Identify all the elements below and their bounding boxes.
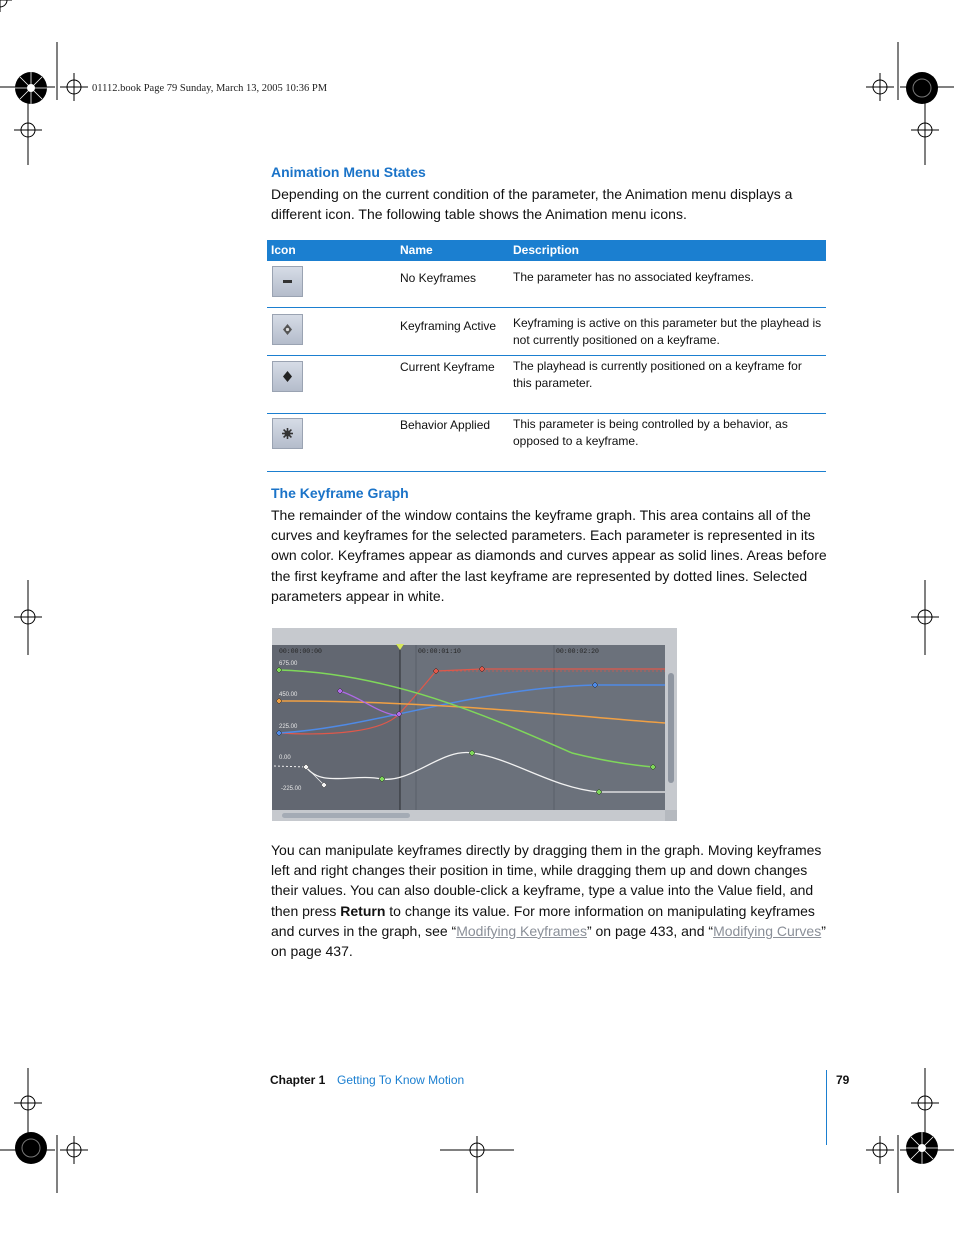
table-row: [267, 308, 826, 356]
keyframe-graph: [272, 628, 677, 821]
section-heading-animation-menu-states: Animation Menu States: [271, 164, 426, 180]
manipulation-paragraph: [271, 840, 827, 961]
column-header-name: Name: [400, 243, 433, 257]
footer-divider: [826, 1070, 827, 1145]
keyframe-graph-screenshot: [272, 628, 677, 821]
value-label: -225.00: [281, 786, 302, 792]
timecode-end: 00:00:02:20: [556, 648, 599, 655]
value-label: 450.00: [279, 692, 298, 698]
keyframing-active-icon: [272, 314, 303, 345]
table-row: [267, 414, 826, 472]
timecode-start: 00:00:00:00: [279, 648, 322, 655]
paragraph-text: You can manipulate keyframes directly by dragging them in the graph. Moving keyframes left and right changes their position in time, while dragging them up and down changes their values. You can also double-click a keyframe, type a value into the Value field, and then press: [271, 842, 822, 919]
row-description: The parameter has no associated keyframes.: [513, 270, 754, 284]
column-header-icon: Icon: [271, 243, 296, 257]
value-label: 675.00: [279, 661, 298, 667]
footer-chapter-title: Getting To Know Motion: [337, 1073, 465, 1087]
modifying-curves-link[interactable]: Modifying Curves: [713, 922, 822, 939]
table-row: [267, 261, 826, 308]
value-label: 0.00: [279, 755, 291, 761]
no-keyframes-icon: [272, 266, 303, 297]
column-header-description: Description: [513, 243, 580, 257]
modifying-keyframes-link[interactable]: Modifying Keyframes: [456, 922, 587, 939]
table-row: [267, 356, 826, 414]
paragraph-text: to change its value. For more information on manipulating keyframes and curves in the graph, see “: [271, 902, 815, 939]
return-key-label: Return: [340, 902, 386, 919]
row-name: Behavior Applied: [400, 418, 491, 432]
page-number: 79: [836, 1073, 850, 1087]
row-name: Keyframing Active: [400, 319, 497, 333]
row-description: This parameter is being controlled by a behavior, as opposed to a keyframe.: [513, 417, 788, 448]
footer-chapter: Chapter 1: [270, 1073, 326, 1087]
row-name: No Keyframes: [400, 271, 477, 285]
animation-menu-table: [267, 240, 826, 472]
section-body-keyframe-graph: The remainder of the window contains the keyframe graph. This area contains all of the curves and keyframes for the selected parameters. Each parameter is represented in its own color. Keyframes appear as diamonds and curves appear as solid lines. Areas before the first keyframe and after the last keyframe are represented by dotted lines. Selected parameters appear in white.: [271, 507, 827, 604]
print-slug: 01112.book Page 79 Sunday, March 13, 2005 10:36 PM: [92, 83, 328, 94]
table-header: [267, 240, 826, 261]
paragraph-text: ” on page 437.: [271, 922, 826, 960]
section-body-animation-menu-states: Depending on the current condition of the parameter, the Animation menu displays a different icon. The following table shows the Animation menu icons.: [271, 186, 793, 223]
row-description: The playhead is currently positioned on a keyframe for this parameter.: [513, 359, 802, 390]
behavior-applied-gear-icon: [272, 418, 303, 449]
row-name: Current Keyframe: [400, 360, 495, 374]
row-description: Keyframing is active on this parameter but the playhead is not currently positioned on a keyframe.: [513, 316, 822, 347]
value-label: 225.00: [279, 724, 298, 730]
timecode-mid: 00:00:01:10: [418, 648, 461, 655]
paragraph-text: ” on page 433, and “: [586, 922, 714, 939]
section-heading-keyframe-graph: The Keyframe Graph: [271, 485, 409, 501]
current-keyframe-icon: [272, 361, 303, 392]
